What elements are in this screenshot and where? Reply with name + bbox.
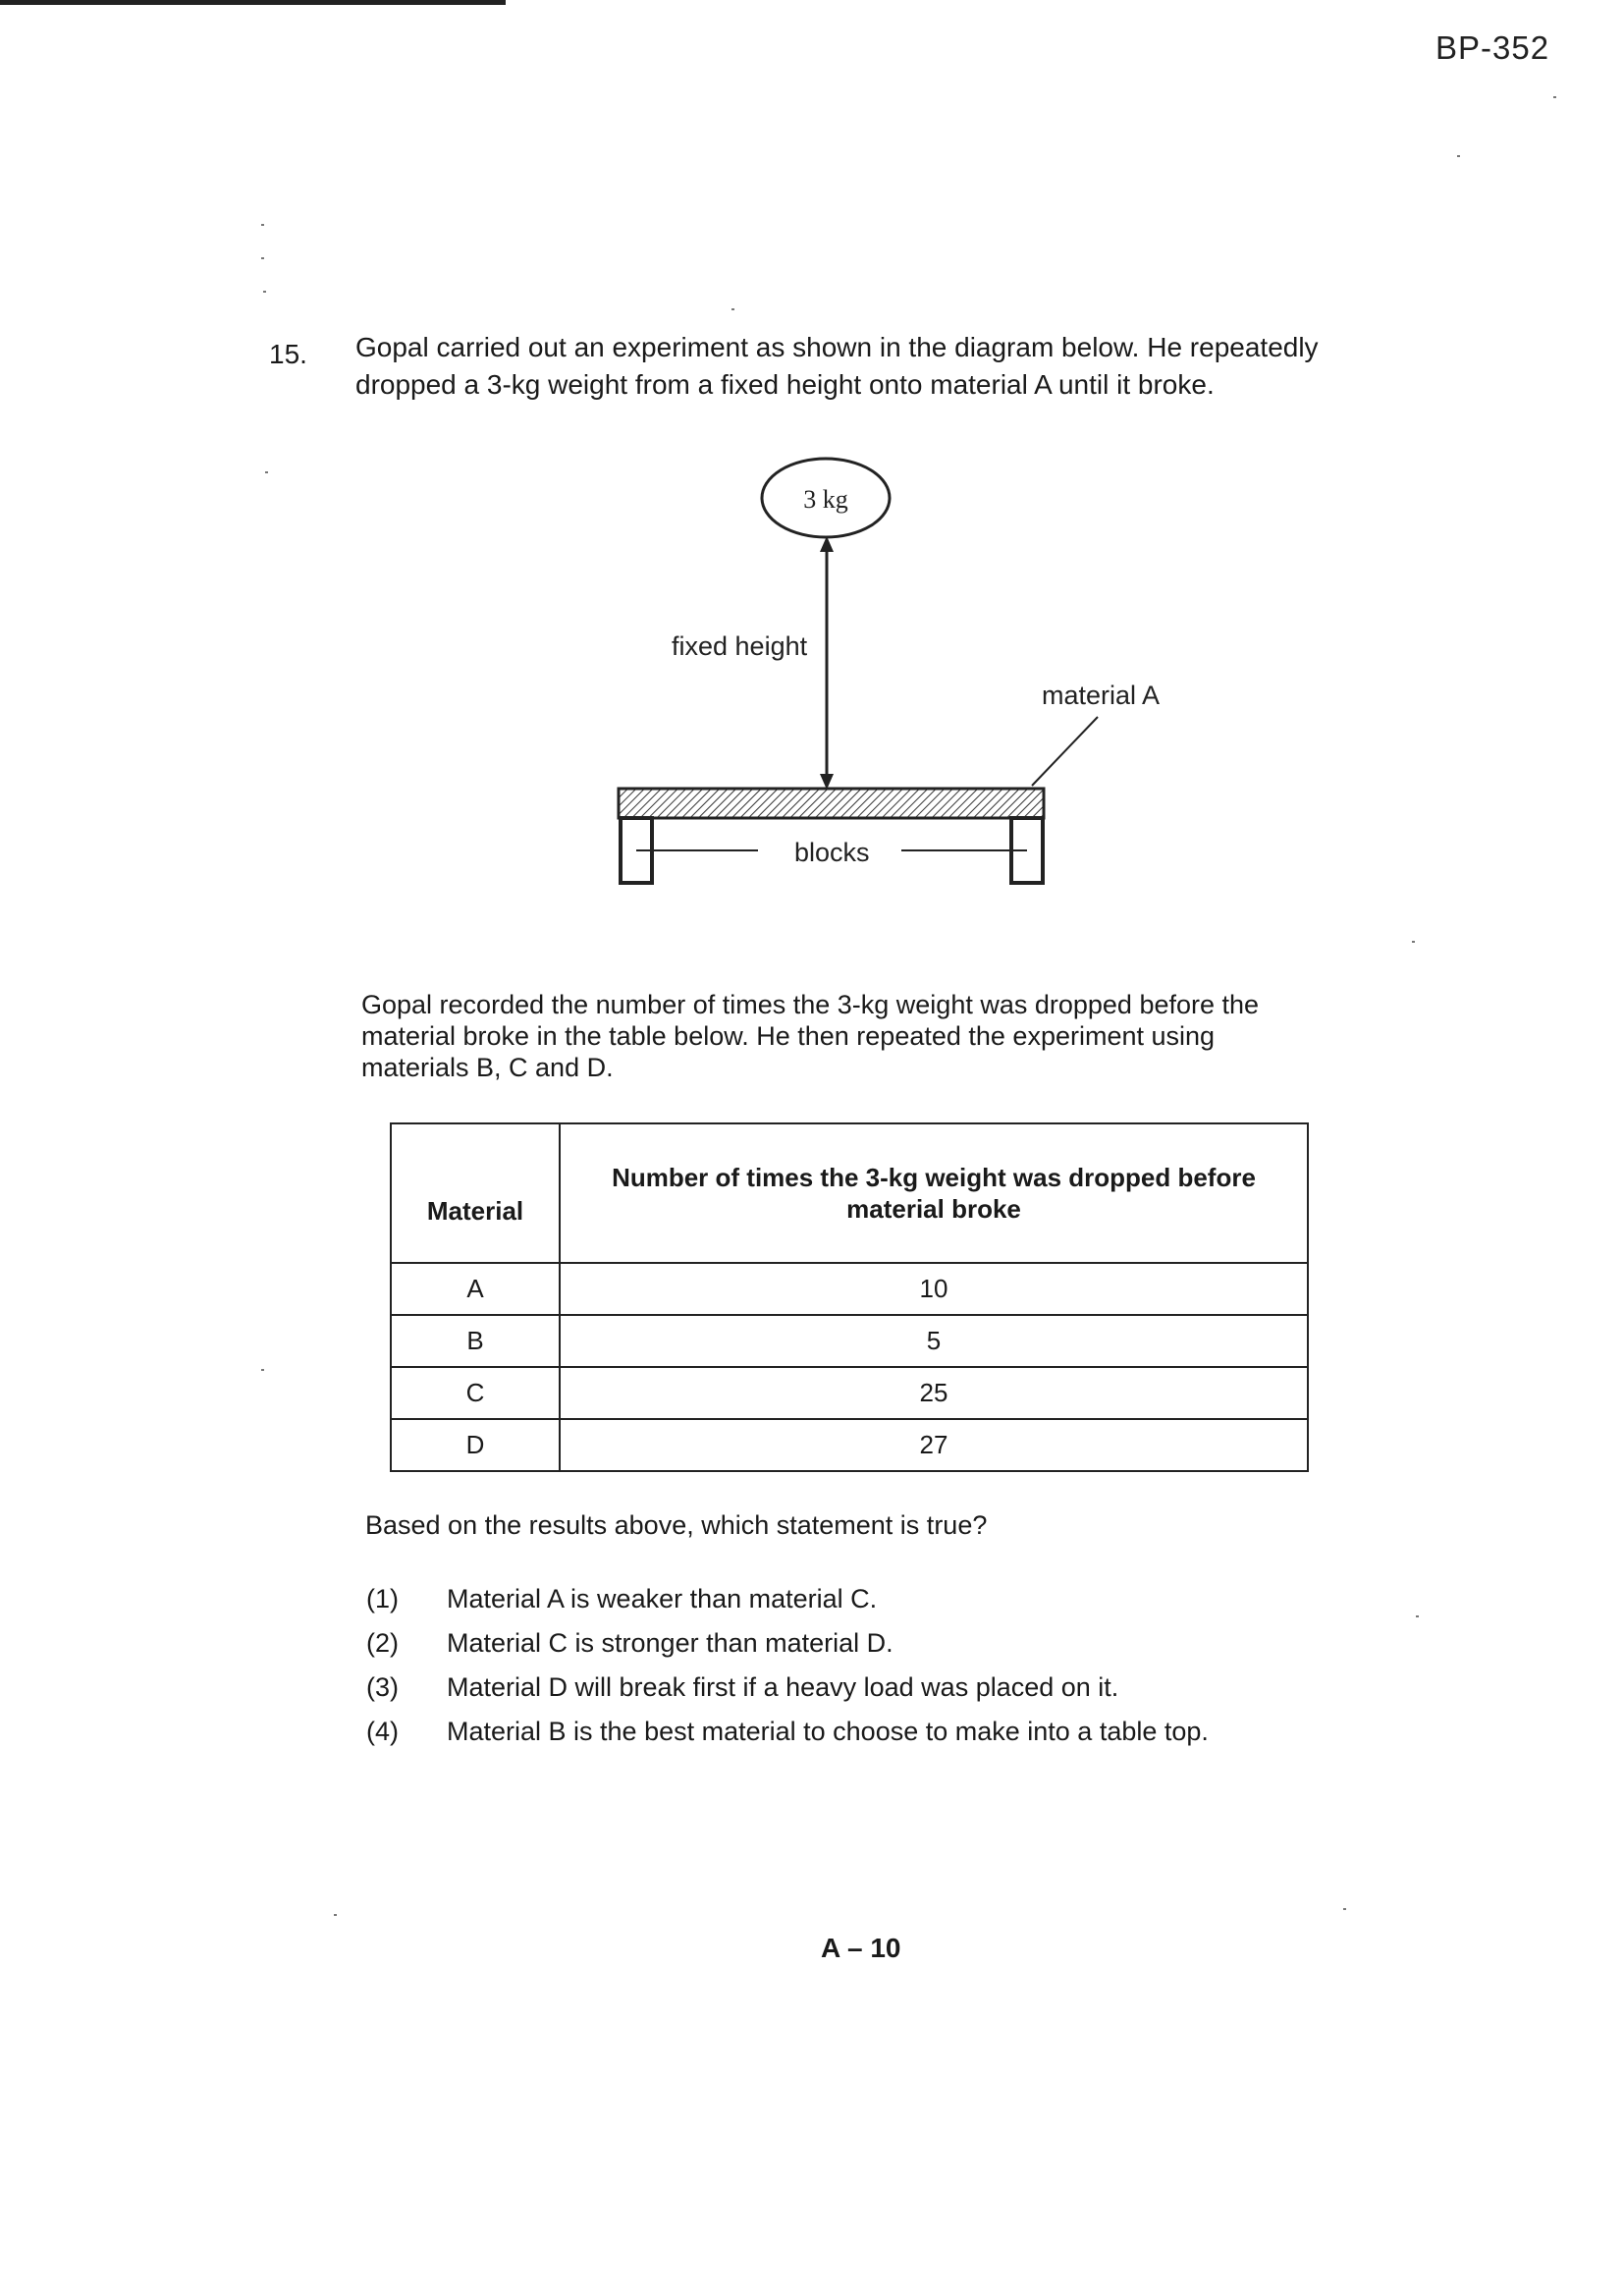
option-number: (4) [366, 1717, 399, 1746]
material-a-label: material A [1042, 681, 1161, 710]
page-code: BP-352 [1435, 29, 1550, 66]
cell-count: 10 [560, 1263, 1308, 1315]
table-row [391, 1263, 1308, 1315]
blocks-label: blocks [794, 838, 870, 867]
cell-count: 25 [560, 1367, 1308, 1419]
answer-option[interactable] [366, 1584, 1348, 1628]
scan-speck [731, 308, 734, 310]
table-header-row [391, 1123, 1308, 1263]
cell-material: B [391, 1315, 560, 1367]
scan-speck [261, 1369, 264, 1371]
page-number: A – 10 [821, 1933, 901, 1963]
results-intro-paragraph: Gopal recorded the number of times the 3-kg weight was dropped before the material broke in the table below. He then repeated the experiment using materials B, C and D. [361, 990, 1260, 1082]
answer-option[interactable] [366, 1717, 1348, 1761]
question-number: 15. [269, 339, 307, 369]
material-a-slab [619, 789, 1044, 818]
scan-speck [1416, 1615, 1419, 1617]
option-text: Material D will break first if a heavy load was placed on it. [447, 1672, 1119, 1702]
scan-speck [334, 1914, 337, 1916]
scan-speck [263, 291, 266, 293]
option-number: (1) [366, 1584, 399, 1613]
weight-label: 3 kg [803, 485, 848, 514]
header-count: Number of times the 3-kg weight was dropped before material broke [560, 1123, 1308, 1263]
option-text: Material C is stronger than material D. [447, 1628, 893, 1658]
answer-options [366, 1584, 1348, 1761]
question-text: Gopal carried out an experiment as shown in the diagram below. He repeatedly dropped a 3-kg weight from a fixed height onto material A until it broke. [355, 332, 1319, 400]
material-pointer-line [1032, 717, 1098, 786]
option-text: Material A is weaker than material C. [447, 1584, 878, 1613]
fixed-height-label: fixed height [672, 631, 808, 661]
cell-count: 5 [560, 1315, 1308, 1367]
table-row [391, 1315, 1308, 1367]
scan-speck [1343, 1908, 1346, 1910]
top-rule [0, 0, 506, 5]
cell-material: A [391, 1263, 560, 1315]
header-material: Material [391, 1123, 560, 1263]
results-table [390, 1122, 1309, 1472]
experiment-diagram [589, 452, 1198, 913]
scan-speck [1412, 941, 1415, 943]
option-number: (2) [366, 1628, 399, 1658]
cell-material: D [391, 1419, 560, 1471]
cell-count: 27 [560, 1419, 1308, 1471]
answer-option[interactable] [366, 1672, 1348, 1717]
scan-speck [261, 224, 264, 226]
table-row [391, 1419, 1308, 1471]
answer-option[interactable] [366, 1628, 1348, 1672]
option-text: Material B is the best material to choose to make into a table top. [447, 1717, 1209, 1746]
cell-material: C [391, 1367, 560, 1419]
scan-speck [1553, 96, 1556, 98]
scan-speck [265, 471, 268, 473]
question-prompt: Based on the results above, which statement is true? [365, 1510, 988, 1540]
scan-speck [261, 257, 264, 259]
option-number: (3) [366, 1672, 399, 1702]
table-row [391, 1367, 1308, 1419]
scan-speck [1457, 155, 1460, 157]
